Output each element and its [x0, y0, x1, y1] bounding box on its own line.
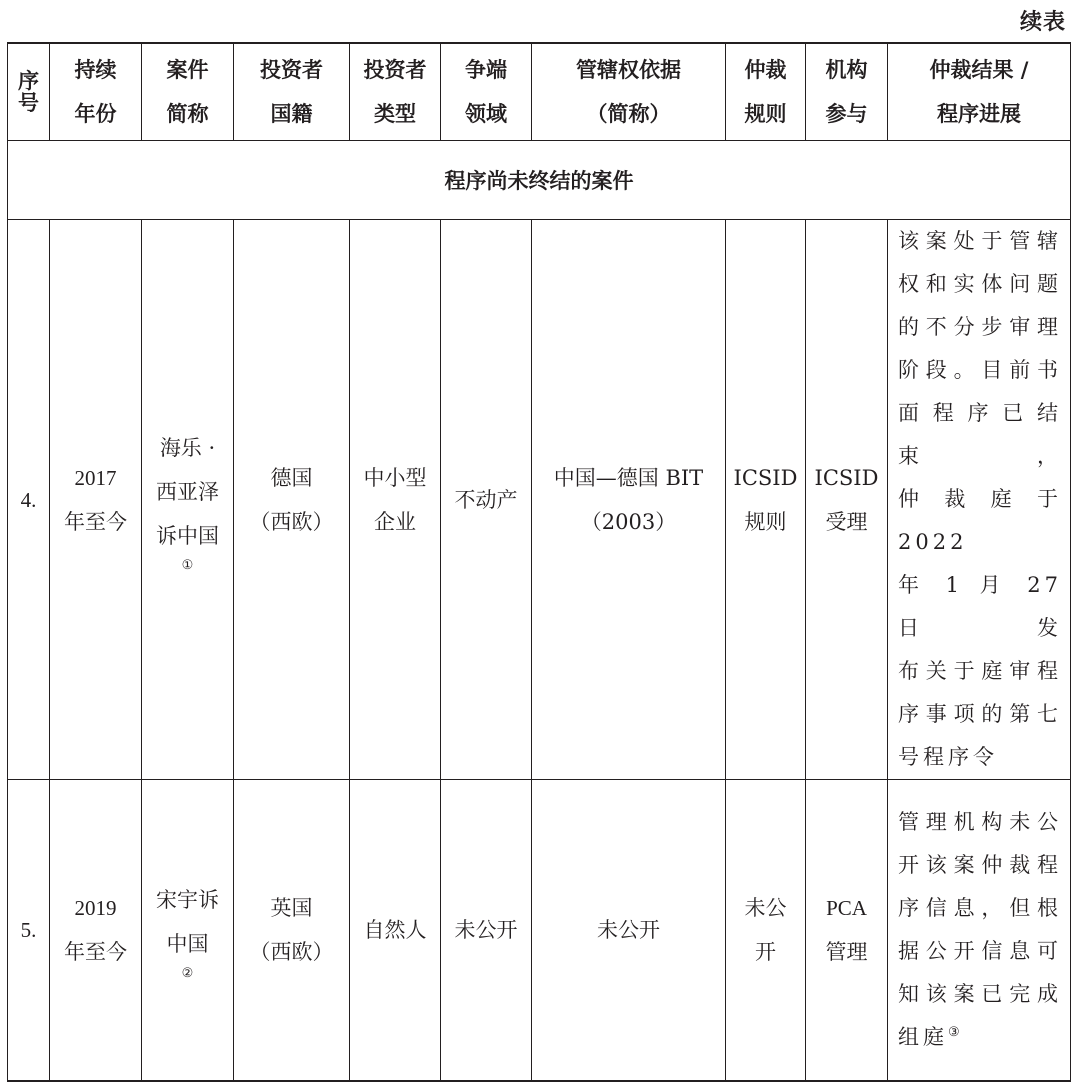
- header-result: 仲裁结果 / 程序进展: [888, 43, 1071, 141]
- row-nationality: 英国 （西欧）: [234, 780, 350, 1082]
- row-institution: ICSID 受理: [806, 220, 888, 780]
- row-jurisdiction: 中国—德国 BIT （2003）: [532, 220, 726, 780]
- row-result: 管理机构未公 开该案仲裁程 序信息，但根 据公开信息可 知该案已完成 组庭③: [888, 780, 1071, 1082]
- row-seq: 5.: [8, 780, 50, 1082]
- footnote-marker: ①: [181, 557, 194, 573]
- header-nationality: 投资者 国籍: [234, 43, 350, 141]
- row-rules: ICSID 规则: [726, 220, 806, 780]
- row-investor-type: 中小型 企业: [350, 220, 441, 780]
- continued-label: 续表: [1019, 10, 1066, 35]
- row-investor-type: 自然人: [350, 780, 441, 1082]
- case-table: [7, 42, 1071, 1082]
- row-nationality: 德国 （西欧）: [234, 220, 350, 780]
- section-row: [8, 141, 1071, 220]
- table-row: [8, 780, 1071, 1082]
- table-row: [8, 220, 1071, 780]
- row-field: 不动产: [441, 220, 532, 780]
- footnote-marker: ②: [181, 966, 194, 981]
- header-case: 案件 简称: [142, 43, 234, 141]
- row-years: 2017 年至今: [50, 220, 142, 780]
- header-investor-type: 投资者 类型: [350, 43, 441, 141]
- footnote-marker: ③: [948, 1025, 964, 1040]
- header-field: 争端 领域: [441, 43, 532, 141]
- row-field: 未公开: [441, 780, 532, 1082]
- row-jurisdiction: 未公开: [532, 780, 726, 1082]
- row-result: 该案处于管辖 权和实体问题 的不分步审理 阶段。目前书 面程序已结束， 仲裁庭于 2022 年 1 月 27 日发 布关于庭审程 序事项的第七 号程序令: [888, 220, 1071, 780]
- header-jurisdiction: 管辖权依据 （简称）: [532, 43, 726, 141]
- row-years: 2019 年至今: [50, 780, 142, 1082]
- header-seq: 序 号: [8, 43, 50, 141]
- row-case: 宋宇诉 中国 ②: [142, 780, 234, 1082]
- section-title: 程序尚未终结的案件: [8, 141, 1071, 220]
- row-case: 海乐 · 西亚泽 诉中国 ①: [142, 220, 234, 780]
- row-institution: PCA 管理: [806, 780, 888, 1082]
- header-row: [8, 43, 1071, 141]
- row-rules: 未公 开: [726, 780, 806, 1082]
- header-institution: 机构 参与: [806, 43, 888, 141]
- header-years: 持续 年份: [50, 43, 142, 141]
- row-seq: 4.: [8, 220, 50, 780]
- header-rules: 仲裁 规则: [726, 43, 806, 141]
